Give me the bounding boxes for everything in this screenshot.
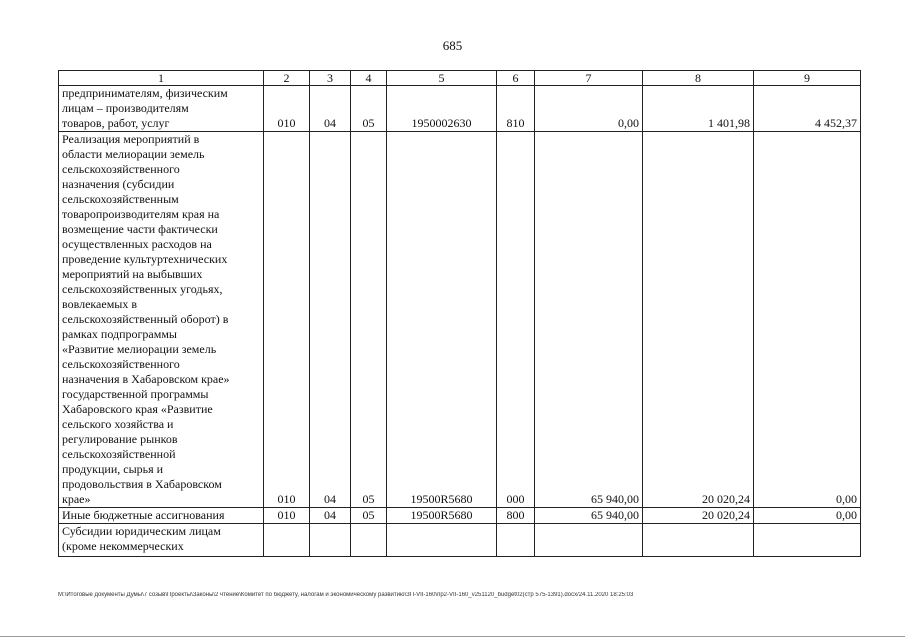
table-header-row — [59, 71, 861, 86]
amount-col7: 65 940,00 — [535, 508, 643, 524]
description-line: проведение культуртехнических — [62, 252, 228, 266]
amount-col8: 1 401,98 — [643, 86, 754, 132]
section-code: 04 — [310, 86, 351, 132]
table-row — [59, 86, 861, 132]
description-line: сельскохозяйственный оборот) в — [62, 312, 229, 326]
description-line: лицам – производителям — [62, 101, 189, 115]
description-line: сельскохозяйственного — [62, 162, 180, 176]
description-line: «Развитие мелиорации земель — [62, 342, 217, 356]
column-header: 4 — [351, 71, 387, 86]
column-header: 9 — [754, 71, 861, 86]
description-line: рамках подпрограммы — [62, 327, 177, 341]
table-row — [59, 132, 861, 508]
amount-col9: 4 452,37 — [754, 86, 861, 132]
amount-col8: 20 020,24 — [643, 132, 754, 508]
subsection-code — [351, 524, 387, 557]
column-header: 8 — [643, 71, 754, 86]
section-code: 04 — [310, 508, 351, 524]
row-description — [59, 86, 264, 132]
amount-col9 — [754, 524, 861, 557]
column-header: 1 — [59, 71, 264, 86]
amount-col7: 65 940,00 — [535, 132, 643, 508]
description-line: предпринимателям, физическим — [62, 86, 228, 100]
table-row — [59, 524, 861, 557]
target-article-code — [387, 524, 497, 557]
description-line: сельскохозяйственной — [62, 447, 176, 461]
column-header: 2 — [264, 71, 310, 86]
row-description — [59, 508, 264, 524]
description-line: области мелиорации земель — [62, 147, 205, 161]
description-line: товаров, работ, услуг — [62, 116, 170, 130]
description-line: осуществленных расходов на — [62, 237, 212, 251]
description-line: сельскохозяйственных угодьях, — [62, 282, 223, 296]
description-line: Реализация мероприятий в — [62, 132, 200, 146]
section-code — [310, 524, 351, 557]
chapter-code — [264, 524, 310, 557]
amount-col9: 0,00 — [754, 508, 861, 524]
description-line: Иные бюджетные ассигнования — [62, 508, 225, 522]
column-header: 5 — [387, 71, 497, 86]
description-line: вовлекаемых в — [62, 297, 138, 311]
column-header: 3 — [310, 71, 351, 86]
column-header: 7 — [535, 71, 643, 86]
page-number: 685 — [442, 38, 463, 53]
description-line: Хабаровского края «Развитие — [62, 402, 213, 416]
description-line: мероприятий на выбывших — [62, 267, 203, 281]
description-line: крае» — [62, 492, 91, 506]
description-line: сельскохозяйственного — [62, 357, 180, 371]
amount-col8 — [643, 524, 754, 557]
description-line: возмещение части фактически — [62, 222, 218, 236]
document-path-footer: M:\Итоговые документы Думы\7 созыв\Проекты\Законы\2 чтение\Комитет по бюджету, налогам и экономическому развитию\ЗП-VII-160\пр2-VII-160_v251120_budget02(стр 575-1391).docx/24.11.2020 18:25:03 — [58, 592, 634, 598]
column-header: 6 — [497, 71, 535, 86]
amount-col8: 20 020,24 — [643, 508, 754, 524]
description-line: государственной программы — [62, 387, 209, 401]
subsection-code: 05 — [351, 508, 387, 524]
page-bottom-divider — [0, 636, 905, 637]
expense-type-code: 800 — [497, 508, 535, 524]
row-description — [59, 132, 264, 508]
description-line: (кроме некоммерческих — [62, 539, 184, 553]
chapter-code: 010 — [264, 508, 310, 524]
row-description — [59, 524, 264, 557]
description-line: продукции, сырья и — [62, 462, 164, 476]
expense-type-code: 000 — [497, 132, 535, 508]
expense-type-code — [497, 524, 535, 557]
subsection-code: 05 — [351, 86, 387, 132]
amount-col7 — [535, 524, 643, 557]
chapter-code: 010 — [264, 86, 310, 132]
description-line: сельского хозяйства и — [62, 417, 174, 431]
target-article-code: 19500R5680 — [387, 508, 497, 524]
expense-type-code: 810 — [497, 86, 535, 132]
target-article-code: 19500R5680 — [387, 132, 497, 508]
section-code: 04 — [310, 132, 351, 508]
amount-col7: 0,00 — [535, 86, 643, 132]
description-line: назначения (субсидии — [62, 177, 175, 191]
target-article-code: 1950002630 — [387, 86, 497, 132]
description-line: Субсидии юридическим лицам — [62, 524, 221, 538]
description-line: сельскохозяйственным — [62, 192, 179, 206]
description-line: товаропроизводителям края на — [62, 207, 220, 221]
chapter-code: 010 — [264, 132, 310, 508]
table-row — [59, 508, 861, 524]
subsection-code: 05 — [351, 132, 387, 508]
amount-col9: 0,00 — [754, 132, 861, 508]
budget-table — [58, 70, 861, 557]
description-line: назначения в Хабаровском крае» — [62, 372, 230, 386]
description-line: регулирование рынков — [62, 432, 178, 446]
description-line: продовольствия в Хабаровском — [62, 477, 222, 491]
